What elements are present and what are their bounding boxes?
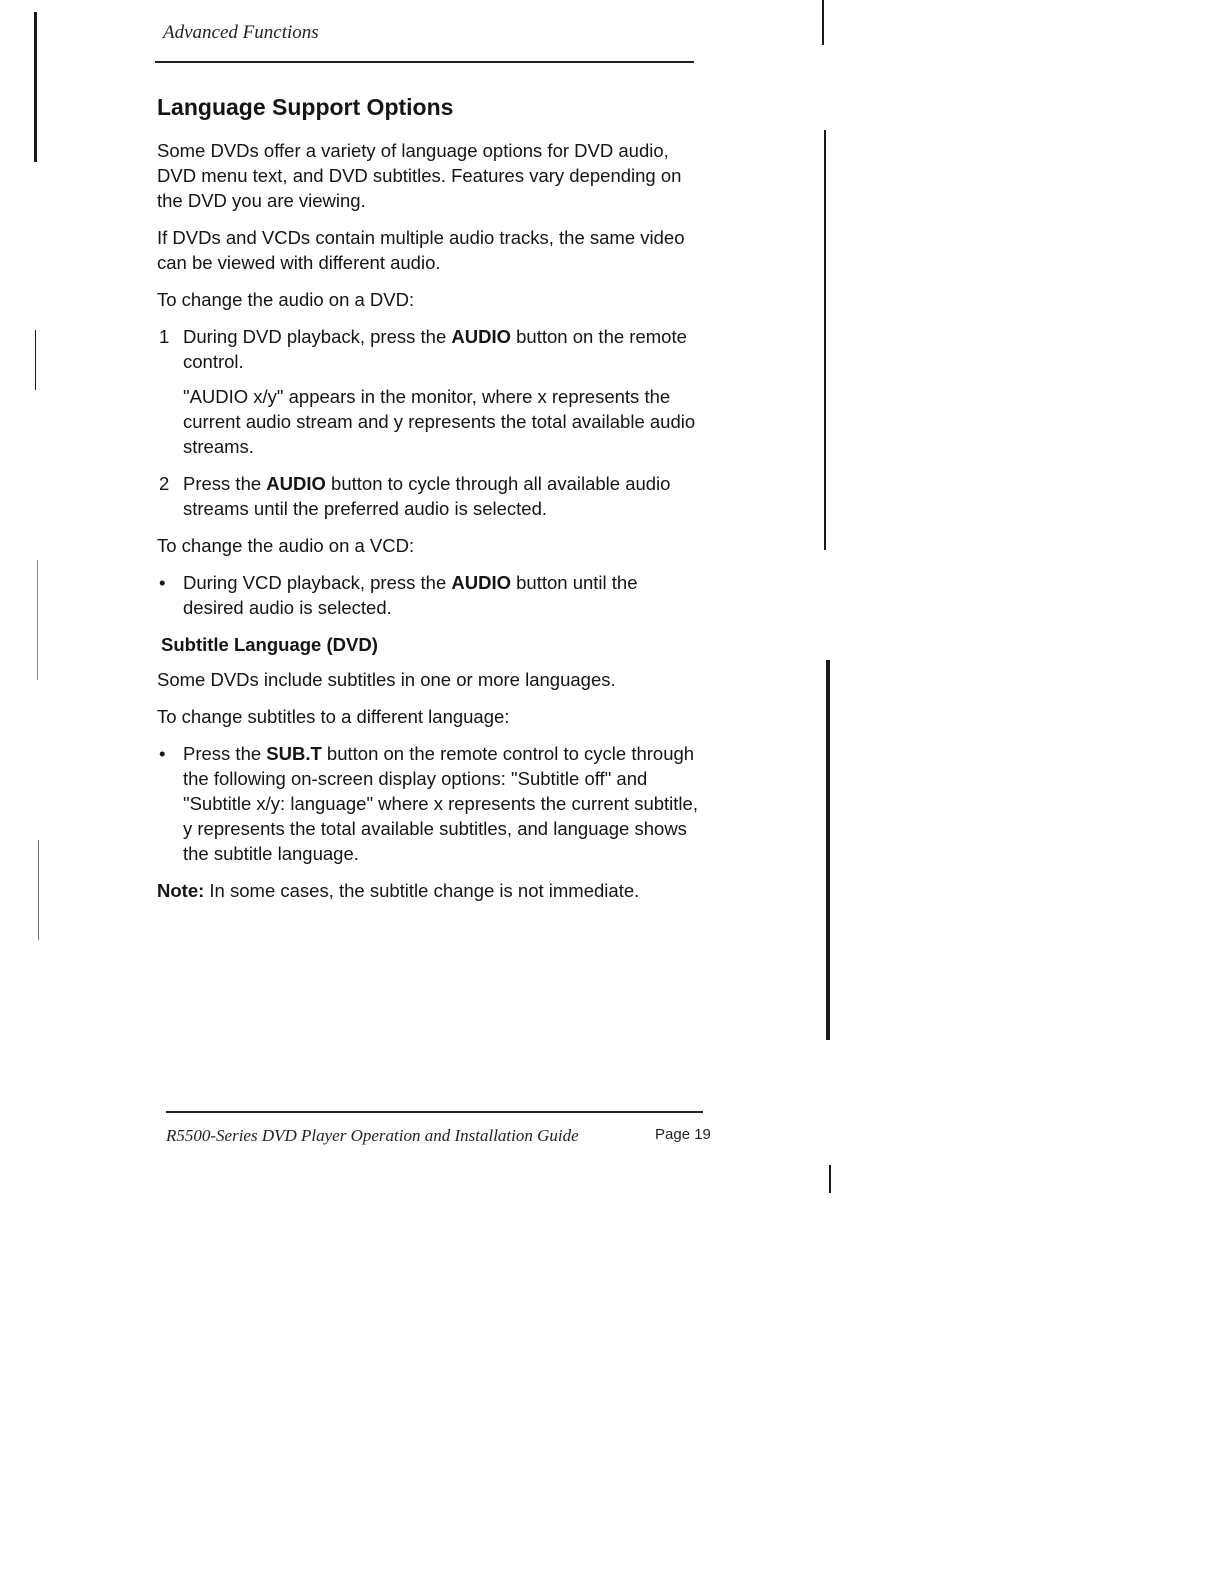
- scan-mark-right-low: [826, 660, 830, 1040]
- note-text: In some cases, the subtitle change is not immediate.: [204, 880, 640, 901]
- step-text-after: button to cycle through all available audio streams until the preferred audio is selected.: [183, 473, 671, 519]
- dvd-audio-lead: To change the audio on a DVD:: [157, 289, 415, 310]
- footer-guide-title: R5500-Series DVD Player Operation and Installation Guide: [166, 1126, 579, 1145]
- step-text-after: button on the remote control to cycle through the following on-screen display options: "Subtitle off" and "Subtitle x/y: language" where x represents the current subtitle, y represents the total available subtitles, and language shows the subtitle language.: [183, 743, 698, 864]
- step-text-after: button on the remote control.: [183, 326, 687, 372]
- scan-mark-right-top: [822, 0, 824, 45]
- dvd-step-2: [157, 471, 702, 521]
- step-text-before: Press the: [183, 473, 267, 494]
- audio-button-label: AUDIO: [266, 473, 326, 494]
- audio-button-label: AUDIO: [451, 572, 511, 593]
- bullet-icon: •: [159, 743, 166, 764]
- page-content: [157, 92, 702, 915]
- step-number: 2: [159, 473, 170, 494]
- dvd-step-1: [157, 324, 702, 459]
- page-number: Page 19: [655, 1126, 711, 1143]
- step-text-before: During DVD playback, press the: [183, 326, 452, 347]
- running-header: Advanced Functions: [163, 22, 319, 43]
- section-title: Language Support Options: [157, 94, 454, 120]
- scan-mark-left-low: [37, 560, 38, 680]
- step-number: 1: [159, 326, 170, 347]
- audio-button-label: AUDIO: [451, 326, 511, 347]
- subtitle-heading: Subtitle Language (DVD): [161, 634, 378, 655]
- note: [157, 878, 702, 903]
- subt-button-label: SUB.T: [266, 743, 322, 764]
- vcd-audio-lead: To change the audio on a VCD:: [157, 535, 415, 556]
- multi-audio-paragraph: If DVDs and VCDs contain multiple audio tracks, the same video can be viewed with different audio.: [157, 227, 685, 273]
- subtitle-intro: Some DVDs include subtitles in one or more languages.: [157, 669, 616, 690]
- step-text-before: Press the: [183, 743, 267, 764]
- subtitle-step: [157, 741, 702, 866]
- scan-mark-left-bottom: [38, 840, 39, 940]
- footer-rule: [166, 1111, 703, 1113]
- step-text-before: During VCD playback, press the: [183, 572, 452, 593]
- intro-paragraph: Some DVDs offer a variety of language options for DVD audio, DVD menu text, and DVD subtitles. Features vary depending on the DVD you are viewing.: [157, 140, 682, 211]
- step-text-after: button until the desired audio is selected.: [183, 572, 638, 618]
- scan-mark-left-mid: [35, 330, 36, 390]
- bullet-icon: •: [159, 572, 166, 593]
- step-subnote: "AUDIO x/y" appears in the monitor, where x represents the current audio stream and y represents the total available audio streams.: [183, 386, 696, 457]
- scan-mark-right-mid: [824, 130, 826, 550]
- scan-mark-right-bottom: [829, 1165, 831, 1193]
- vcd-step: [157, 570, 702, 620]
- subtitle-lead: To change subtitles to a different language:: [157, 706, 510, 727]
- note-label: Note:: [157, 880, 205, 901]
- scan-mark-left-top: [34, 12, 37, 162]
- header-rule: [155, 61, 694, 63]
